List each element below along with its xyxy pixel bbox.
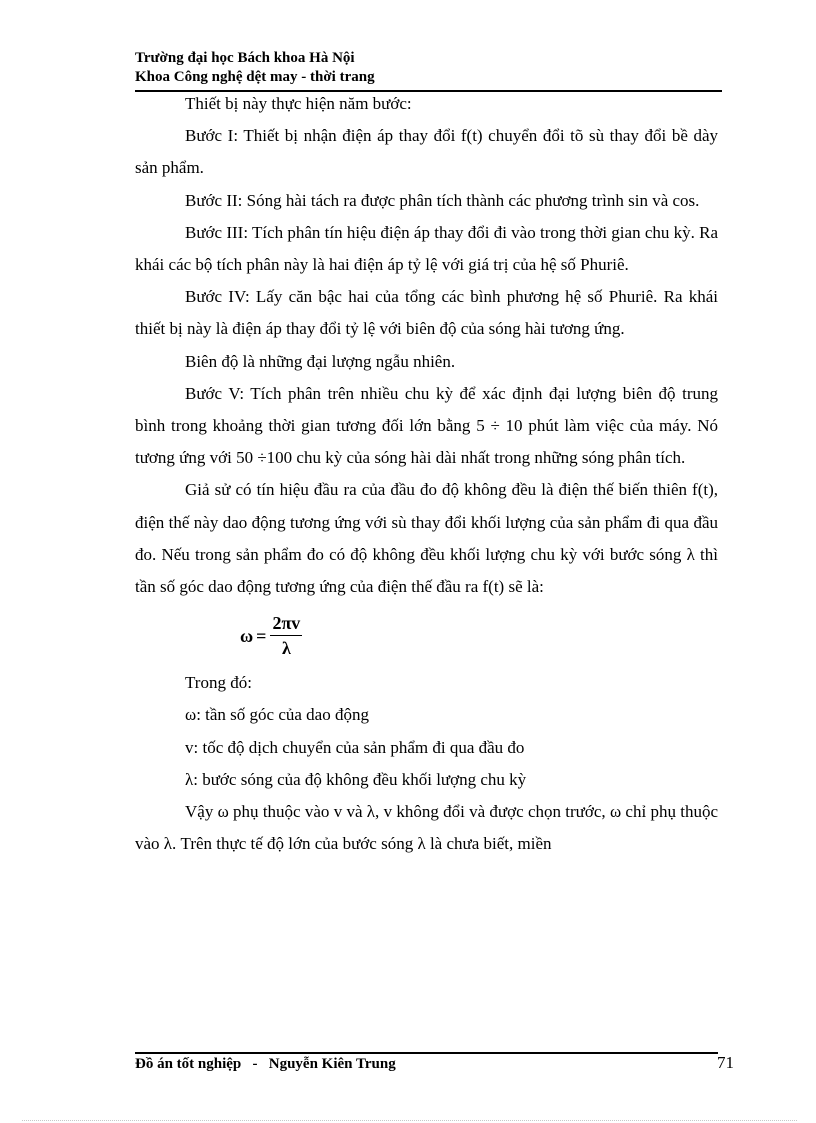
header-university: Trường đại học Bách khoa Hà Nội [135,50,355,66]
paragraph-step-5: Bước V: Tích phân trên nhiều chu kỳ để xác định đại lượng biên độ trung bình trong khoảng thời gian tương đối lớn bằng 5 ÷ 10 phút làm việc của máy. Nó tương ứng với 50 ÷100 chu kỳ của sóng hài dài nhất trong những sóng phân tích. [135,383,718,468]
definition-v: v: tốc độ dịch chuyển của sản phẩm đi qua đầu đo [185,737,525,757]
paragraph-step-4: Bước IV: Lấy căn bậc hai của tổng các bình phương hệ số Phuriê. Ra khái thiết bị này là điện áp thay đổi tỷ lệ với biên độ của sóng hài tương ứng. [135,287,718,339]
formula-denominator: λ [281,638,291,659]
formula-equals: = [256,625,267,646]
formula-numerator: 2πv [270,611,302,636]
paragraph-amplitude: Biên độ là những đại lượng ngẫu nhiên. [185,351,456,371]
page-bottom-border [22,1120,797,1121]
footer-divider [135,1052,718,1054]
paragraph-intro: Thiết bị này thực hiện năm bước: [185,94,412,113]
page-number: 71 [717,1053,734,1072]
paragraph-where: Trong đó: [185,673,252,693]
paragraph-step-2: Bước II: Sóng hài tách ra được phân tích thành các phương trình sin và cos. [185,190,700,210]
formula-fraction [270,611,302,660]
angular-frequency-formula [240,611,302,660]
formula-lhs: ω [240,625,254,646]
document-body [135,88,718,860]
definition-omega: ω: tần số góc của dao động [185,705,369,725]
paragraph-signal: Giả sử có tín hiệu đầu ra của đầu đo độ không đều là điện thế biến thiên f(t), điện thế này dao động tương ứng với sù thay đổi khối lượng của sản phẩm đi qua đầu đo. Nếu trong sản phẩm đo có độ không đều khối lượng chu kỳ với bước sóng λ thì tần số góc dao động tương ứng của điện thế đầu ra f(t) sẽ là: [135,480,718,597]
paragraph-step-3: Bước III: Tích phân tín hiệu điện áp thay đổi đi vào trong thời gian chu kỳ. Ra khái các bộ tích phân này là hai điện áp tỷ lệ với giá trị của hệ số Phuriê. [135,222,718,275]
header-faculty: Khoa Công nghệ dệt may - thời trang [135,69,375,85]
paragraph-conclusion: Vậy ω phụ thuộc vào v và λ, v không đổi và được chọn trước, ω chỉ phụ thuộc vào λ. Trên thực tế độ lớn của bước sóng λ là chưa biết, miền [135,802,718,854]
formula-block [135,603,718,667]
page-header [135,49,722,87]
paragraph-step-1: Bước I: Thiết bị nhận điện áp thay đổi f(t) chuyển đổi tõ sù thay đổi bề dày sản phẩm. [135,126,718,178]
definition-lambda: λ: bước sóng của độ không đều khối lượng chu kỳ [185,769,527,789]
footer-author: Đồ án tốt nghiệp - Nguyễn Kiên Trung [135,1056,396,1072]
